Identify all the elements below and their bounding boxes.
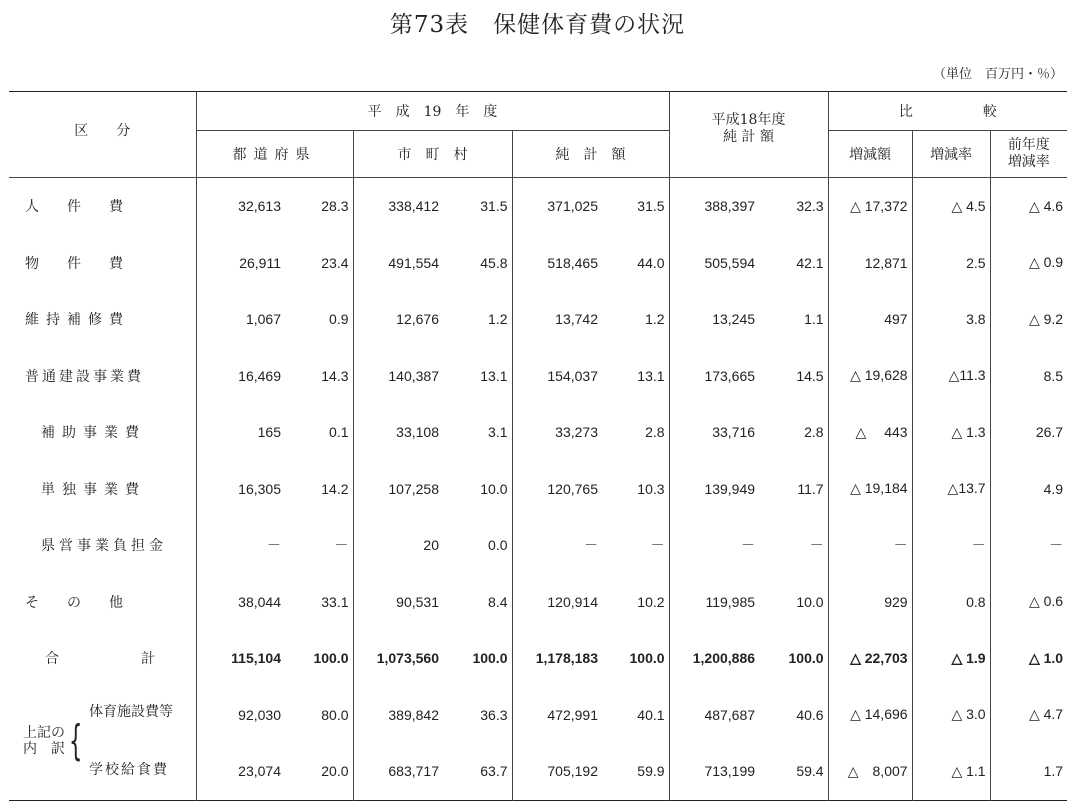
cell-prev: 713,199: [669, 743, 759, 800]
cell-prev-pct: 11.7: [797, 480, 824, 497]
row-label: 合 計: [45, 651, 165, 668]
header-prev-change-rate-line1: 前年度: [1007, 137, 1050, 153]
cell-muni-pct: 100.0: [472, 650, 508, 667]
header-comparison: 比 較: [828, 92, 1067, 131]
table-row: [9, 348, 1067, 405]
cell-prev-pct: 2.8: [804, 424, 824, 441]
cell-prev: 139,949: [669, 461, 759, 518]
cell-net: 120,765: [512, 461, 602, 518]
cell-prev-change-rate: 1.7: [990, 743, 1067, 800]
cell-change: △ 14,696: [828, 687, 912, 744]
cell-change-rate: △ 1.1: [912, 743, 990, 800]
cell-muni-pct: 31.5: [480, 198, 508, 215]
cell-net: －: [512, 517, 602, 574]
cell-pref-pct: 0.1: [329, 424, 349, 441]
cell-pref: －: [196, 517, 285, 574]
cell-muni: 683,717: [353, 743, 443, 800]
cell-change: △ 19,628: [828, 348, 912, 405]
breakdown-group-label-line1: 上記の: [23, 724, 65, 741]
cell-pref-pct: 20.0: [321, 763, 349, 780]
header-fy18-line1: 平成18年度: [711, 111, 786, 128]
cell-change: △ 22,703: [828, 630, 912, 687]
row-label: そ の 他: [25, 594, 130, 611]
table-row: [9, 574, 1067, 631]
cell-change: △ 17,372: [828, 178, 912, 235]
cell-pref-pct: 28.3: [321, 198, 349, 215]
cell-prev-pct: 10.0: [796, 593, 824, 610]
header-municipalities: 市 町 村: [353, 131, 512, 178]
health-sports-expenditure-table: [9, 91, 1067, 801]
table-title: 第73表 保健体育費の状況: [389, 12, 686, 38]
cell-net: 33,273: [512, 404, 602, 461]
cell-muni: 90,531: [353, 574, 443, 631]
cell-prev: 119,985: [669, 574, 759, 631]
cell-change: 12,871: [828, 235, 912, 292]
table-row: [9, 461, 1067, 518]
cell-pref-pct: 33.1: [321, 593, 349, 610]
cell-net-pct: 44.0: [637, 254, 665, 271]
cell-pref-pct: 100.0: [313, 650, 349, 667]
cell-net: 154,037: [512, 348, 602, 405]
cell-prev-change-rate: 4.9: [990, 461, 1067, 518]
cell-net-pct: 2.8: [645, 424, 665, 441]
cell-pref: 23,074: [196, 743, 285, 800]
cell-prev-pct: 32.3: [796, 198, 824, 215]
cell-pref: 32,613: [196, 178, 285, 235]
table-row: [9, 178, 1067, 235]
cell-prev-change-rate: △ 9.2: [990, 291, 1067, 348]
row-label: 補助事業費: [41, 425, 146, 442]
cell-pref-pct: 14.2: [321, 480, 349, 497]
cell-prev: 388,397: [669, 178, 759, 235]
row-label: 普通建設事業費: [25, 368, 144, 385]
cell-prev-pct: 14.5: [796, 367, 824, 384]
row-label: 物 件 費: [25, 255, 130, 272]
cell-prev-change-rate: 8.5: [990, 348, 1067, 405]
cell-change-rate: △11.3: [912, 348, 990, 405]
cell-pref: 38,044: [196, 574, 285, 631]
cell-muni-pct: 63.7: [480, 763, 508, 780]
row-label: 県営事業負担金: [41, 538, 167, 555]
cell-muni-pct: 13.1: [480, 367, 508, 384]
breakdown-item-label: 体育施設費等: [89, 703, 173, 720]
cell-muni: 1,073,560: [353, 630, 443, 687]
cell-muni-pct: 45.8: [480, 254, 508, 271]
cell-muni: 491,554: [353, 235, 443, 292]
cell-pref: 1,067: [196, 291, 285, 348]
cell-prev: 505,594: [669, 235, 759, 292]
cell-pref-pct: －: [334, 537, 349, 554]
cell-muni: 140,387: [353, 348, 443, 405]
cell-change-rate: 0.8: [912, 574, 990, 631]
cell-pref-pct: 23.4: [321, 254, 349, 271]
cell-muni-pct: 36.3: [480, 706, 508, 723]
cell-prev: 1,200,886: [669, 630, 759, 687]
cell-net-pct: 100.0: [629, 650, 665, 667]
cell-prev: 173,665: [669, 348, 759, 405]
cell-prev-pct: 1.1: [804, 311, 824, 328]
cell-muni: 107,258: [353, 461, 443, 518]
cell-pref: 16,305: [196, 461, 285, 518]
row-label: 単独事業費: [41, 481, 146, 498]
cell-prev: －: [669, 517, 759, 574]
cell-muni-pct: 10.0: [480, 480, 508, 497]
cell-prev-pct: 40.6: [796, 706, 824, 723]
breakdown-item-label: 学校給食費: [89, 761, 169, 778]
cell-change: －: [828, 517, 912, 574]
cell-prev-change-rate: 26.7: [990, 404, 1067, 461]
cell-prev-change-rate: △ 4.6: [990, 178, 1067, 235]
cell-muni: 338,412: [353, 178, 443, 235]
table-row: [9, 517, 1067, 574]
cell-change-rate: 3.8: [912, 291, 990, 348]
cell-change: △ 8,007: [828, 743, 912, 800]
cell-change: 929: [828, 574, 912, 631]
breakdown-group: [9, 687, 196, 800]
cell-net: 705,192: [512, 743, 602, 800]
cell-pref-pct: 80.0: [321, 706, 349, 723]
cell-change-rate: △ 4.5: [912, 178, 990, 235]
cell-prev-change-rate: －: [990, 517, 1067, 574]
cell-prev: 13,245: [669, 291, 759, 348]
cell-prev-pct: 59.4: [796, 763, 824, 780]
cell-net-pct: 1.2: [645, 311, 665, 328]
cell-net-pct: 10.2: [637, 593, 665, 610]
cell-change-rate: △13.7: [912, 461, 990, 518]
cell-change-rate: △ 1.9: [912, 630, 990, 687]
cell-net: 120,914: [512, 574, 602, 631]
header-prev-change-rate: [990, 131, 1067, 178]
cell-pref: 115,104: [196, 630, 285, 687]
cell-net-pct: 10.3: [637, 480, 665, 497]
cell-prev: 33,716: [669, 404, 759, 461]
table-row: [9, 404, 1067, 461]
cell-change: 497: [828, 291, 912, 348]
header-fy18: [669, 92, 828, 178]
cell-pref-pct: 14.3: [321, 367, 349, 384]
cell-muni-pct: 3.1: [488, 424, 508, 441]
breakdown-group-label: [23, 725, 65, 757]
table-row: [9, 687, 1067, 744]
cell-prev-pct: －: [809, 537, 824, 554]
header-prev-change-rate-line2: 増減率: [1007, 154, 1050, 170]
cell-prev-pct: 42.1: [796, 254, 824, 271]
cell-net: 371,025: [512, 178, 602, 235]
cell-muni: 389,842: [353, 687, 443, 744]
table-row: [9, 291, 1067, 348]
header-fy18-line2: 純 計 額: [723, 128, 774, 145]
cell-change-rate: －: [912, 517, 990, 574]
breakdown-label-cell: [9, 687, 196, 801]
cell-change-rate: △ 3.0: [912, 687, 990, 744]
cell-muni: 12,676: [353, 291, 443, 348]
cell-net-pct: －: [650, 537, 665, 554]
cell-pref: 92,030: [196, 687, 285, 744]
cell-prev-change-rate: △ 4.7: [990, 687, 1067, 744]
cell-pref: 16,469: [196, 348, 285, 405]
cell-pref: 26,911: [196, 235, 285, 292]
header-fy19: 平 成 19 年 度: [196, 92, 669, 131]
cell-pref-pct: 0.9: [329, 311, 349, 328]
cell-muni-pct: 8.4: [488, 593, 508, 610]
unit-note: （単位 百万円・％）: [932, 67, 1063, 82]
header-change-amount: 増減額: [828, 131, 912, 178]
cell-muni-pct: 1.2: [488, 311, 508, 328]
cell-net: 13,742: [512, 291, 602, 348]
table-row: [9, 235, 1067, 292]
cell-prev: 487,687: [669, 687, 759, 744]
cell-muni: 33,108: [353, 404, 443, 461]
cell-prev-change-rate: △ 0.6: [990, 574, 1067, 631]
total-row: [9, 630, 1067, 687]
cell-pref: 165: [196, 404, 285, 461]
cell-net-pct: 59.9: [637, 763, 665, 780]
cell-net: 472,991: [512, 687, 602, 744]
cell-muni: 20: [353, 517, 443, 574]
cell-net-pct: 31.5: [637, 198, 665, 215]
cell-change-rate: 2.5: [912, 235, 990, 292]
cell-prev-change-rate: △ 0.9: [990, 235, 1067, 292]
cell-change: △ 443: [828, 404, 912, 461]
cell-change-rate: △ 1.3: [912, 404, 990, 461]
cell-net-pct: 40.1: [637, 706, 665, 723]
cell-prev-change-rate: △ 1.0: [990, 630, 1067, 687]
row-label: 人 件 費: [25, 199, 130, 216]
header-prefectures: 都道府県: [196, 131, 353, 178]
row-label: 維持補修費: [25, 312, 130, 329]
cell-net: 518,465: [512, 235, 602, 292]
cell-prev-pct: 100.0: [788, 650, 824, 667]
header-change-rate: 増減率: [912, 131, 990, 178]
cell-net: 1,178,183: [512, 630, 602, 687]
breakdown-group-label-line2: 内 訳: [23, 740, 65, 757]
cell-change: △ 19,184: [828, 461, 912, 518]
cell-net-pct: 13.1: [637, 367, 665, 384]
brace-icon: {: [69, 715, 83, 765]
cell-muni-pct: 0.0: [488, 537, 508, 554]
header-net-total: 純 計 額: [512, 131, 669, 178]
header-category: 区 分: [9, 92, 196, 178]
